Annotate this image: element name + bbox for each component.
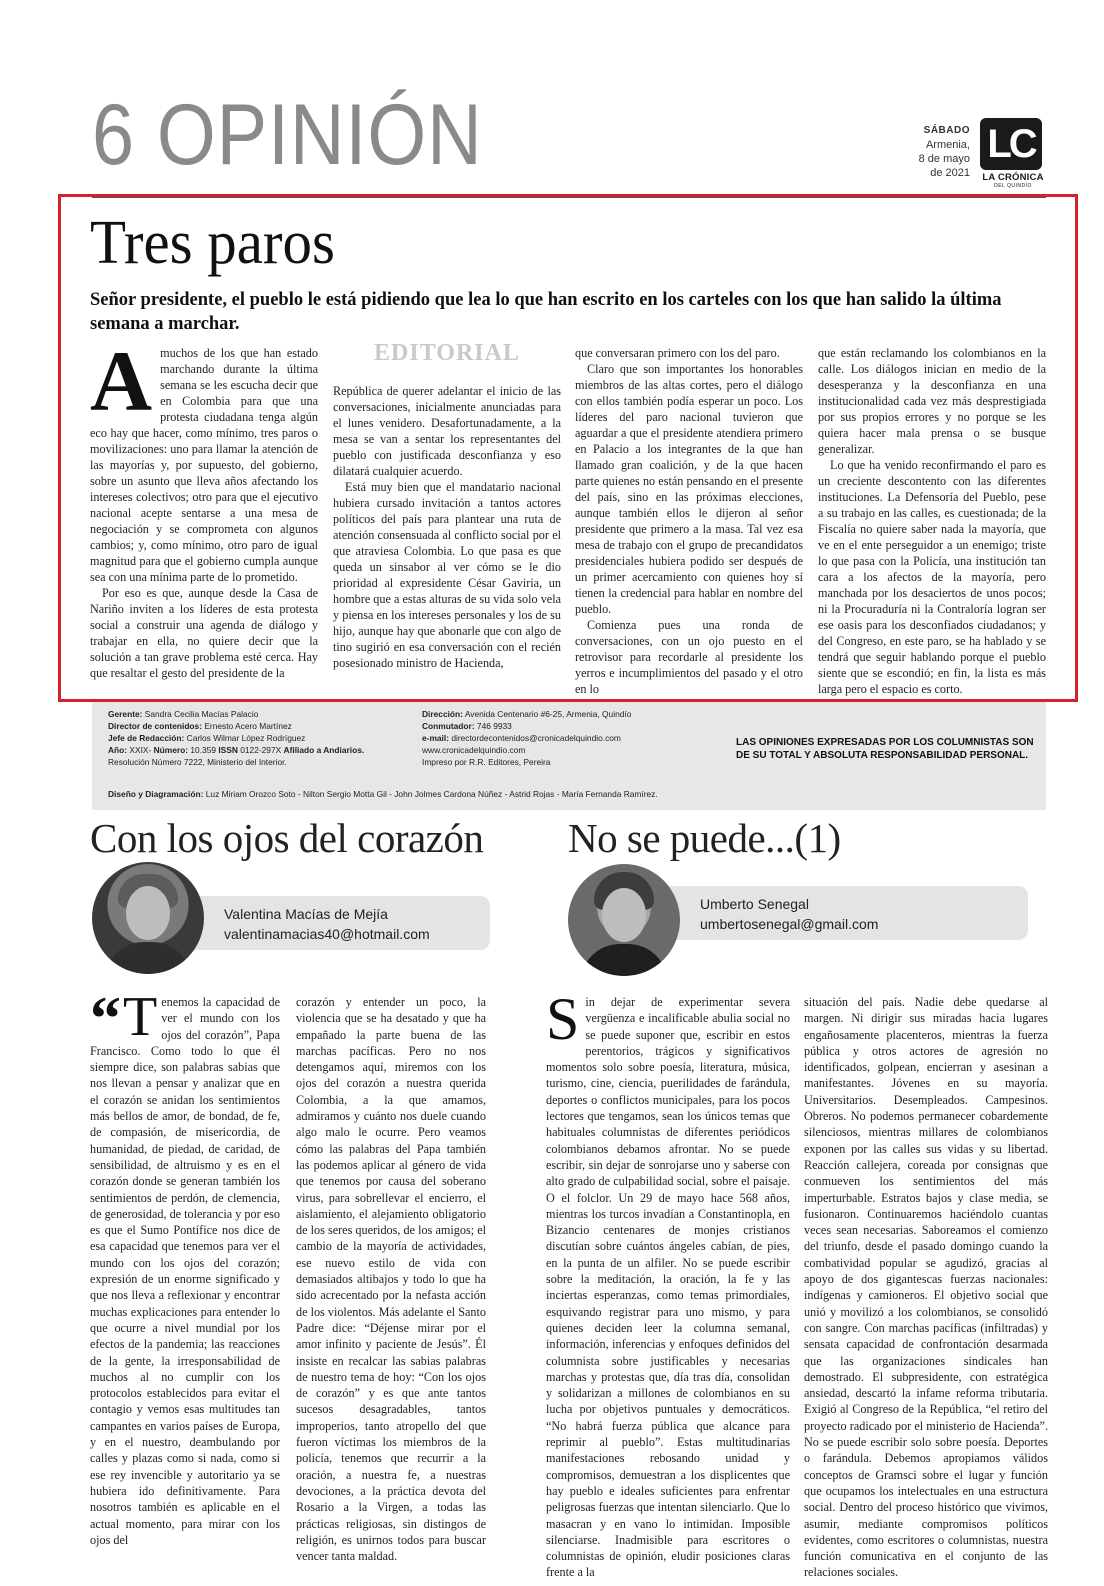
issn-value: 0122-297X [240, 745, 282, 755]
column-right-email[interactable]: umbertosenegal@gmail.com [700, 916, 879, 932]
column-left-text-1 [90, 985, 280, 1548]
editorial-text: muchos de los que han estado marchando durante la última semana se les escucha decir que en Colombia para que una protesta ciudadana tenga algún eco hay que hacer, como mínimo, tres paros o movilizaciones: uno para llamar la atención de las mayorías y, por supuesto, del gobierno, sobre un asunto que lleva años afectando los intereses colectivos; otro para que el ejecutivo nacional acepte sentarse a una mesa de negociación y se comprometa con algunos cambios; y, como mínimo, otro paro de igual magnitud para que el gobierno cumpla aunque sea con una mínima parte de lo prometido. [90, 346, 318, 584]
editorial-paragraph: Claro que son importantes los honorables miembros de las altas cortes, pero el diálogo con ellos también podía esperar un poco. Los líderes del paro nacional tuvieron que aguardar a que el presidente atendiera primero en Palacio a los integrantes de la que han llamado gran coalición, y de la que hacen parte quienes no están pensando en el presente del país, sino en las próximas elecciones, aunque también ellos le dijeron al señor presidente que primero a la masa. Tal vez esa mesa de trabajo con el grupo de precandidatos presidenciales hubiera podido ser después de un primer acercamiento con quienes hoy sí tienen la credencial para hablar en nombre del pueblo. [575, 362, 803, 616]
editorial-paragraph: Comienza pues una ronda de conversaciones, con un ojo puesto en el retrovisor para recordarle al presidente los yerros e incumplimientos del pasado y el otro en lo [575, 618, 803, 696]
impreso-text: Impreso por R.R. Editores, Pereira [422, 757, 551, 767]
diseno-names: Luz Miriam Orozco Soto - Nilton Sergio Motta Gil - John Jolmes Cardona Núñez - Astrid Rojas - María Fernanda Ramírez. [205, 789, 658, 799]
editorial-column-4 [818, 345, 1046, 697]
photo-body [104, 942, 192, 974]
photo-face [602, 888, 646, 942]
logo-subtitle: DEL QUINDÍO [994, 183, 1032, 189]
editorial-paragraph [90, 333, 318, 585]
dateline-city: Armenia, [925, 139, 970, 151]
direccion-label: Dirección: [422, 709, 463, 719]
editorial-column-3 [575, 345, 803, 697]
numero-label: Número: [153, 745, 189, 755]
anio-value: XXIX- [129, 745, 152, 755]
director-label: Director de contenidos: [108, 721, 202, 731]
editorial-paragraph: que están reclamando los colombianos en la calle. Los diálogos inician en medio de la desesperanza y la desconfianza en una institucionalidad cada vez más desprestigiada por sus propios errores y no porque se les quiera hacer mala prensa o se busque generalizar. [818, 346, 1046, 456]
column-left-text-2 [296, 994, 486, 1564]
column-right-author: Umberto Senegal [700, 896, 809, 912]
column-right-author-bar [626, 886, 1028, 940]
gerente-label: Gerente: [108, 709, 143, 719]
director-name: Ernesto Acero Martínez [204, 721, 292, 731]
dateline-date2: de 2021 [930, 167, 970, 179]
anio-label: Año: [108, 745, 128, 755]
dateline-day: SÁBADO [923, 125, 970, 136]
jefe-name: Carlos Wilmar López Rodríguez [186, 733, 306, 743]
photo-face [126, 886, 170, 940]
editorial-title: Tres paros [90, 209, 335, 277]
gerente-name: Sandra Cecilia Macías Palacio [144, 709, 259, 719]
quote-mark: “ [90, 985, 121, 1053]
column-right-author-photo [568, 864, 680, 976]
masthead-contact [422, 708, 722, 768]
column-left-text: enemos la capacidad de ver el mundo con los ojos del corazón”, Papa Francisco. Como todo lo que él siempre dice, son palabras sabias que nos llevan a pensar y analizar que en el corazón se anidan los sentimientos más bellos de amor, de bondad, de fe, de compasión, de misericordia, de humanidad, de piedad, de caridad, de sensibilidad, de altruismo y es en el corazón donde se generan también los sentimientos de perdón, de clemencia, de generosidad, de tolerancia y por eso es que el Sumo Pontífice nos dice de esa capacidad que tenemos para ver el mundo con los ojos del corazón; expresión de un enorme significado y que nos lleva a reflexionar y encontrar muchas explicaciones para entender lo que ocurre a nivel mundial por los efectos de la pandemia; las reacciones de la gente, la irresponsabilidad de muchos al no cumplir con los protocolos establecidos para evitar el contagio y vemos esas multitudes tan campantes en varios países de Europa, y en el nuestro, deambulando por calles y plazas como si nada, como si ese rey invencible y autoritario ya se hubiera ido definitivamente. Para nosotros también es aplicable en el actual momento, para mirar con los ojos del [90, 995, 280, 1547]
section-title: 6 OPINIÓN [92, 87, 483, 183]
dateline [896, 124, 970, 180]
direccion-value: Avenida Centenario #6-25, Armenia, Quindío [464, 709, 632, 719]
logo-name: LA CRÓNICA [982, 172, 1044, 183]
resolucion-text: Resolución Número 7222, Ministerio del Interior. [108, 757, 287, 767]
column-left-paragraph: corazón y entender un poco, la violencia que se ha desatado y que ha empañado la parte buena de las marchas pacíficas. Pero no nos detengamos aquí, miremos con los ojos del corazón a nuestra querida Colombia, a la que amamos, admiramos y cuánto nos duele cuando algo malo le ocurre. Pero veamos cómo las palabras del Papa también las podemos aplicar al género de vida que tenemos por causa del soberano virus, para sobrellevar el encierro, el aislamiento, el alejamiento obligatorio de los seres queridos, de los amigos; el cambio de la mayoría de actividades, ese nuevo estilo de vida con demasiados altibajos y todo lo que ha sido acrecentado por la nefasta acción de los violentos. Más adelante el Santo Padre dice: “Déjense mirar por el amor infinito y paciente de Jesús”. Él insiste en recalcar las sabias palabras de nuestro tema de hoy: “Con los ojos de corazón” y es que ante tantos sucesos desagradables, tantos improperios, tanto atropello del que fueron víctimas los miembros de la policía, tenemos que recurrir a la oración, a nuestra fe, a nuestras devociones, a la práctica devota del Rosario a la Virgen, a todas las prácticas religiosas, sin distingos de religión, es unirnos todos para buscar vencer tanta maldad. [296, 995, 486, 1564]
email-link[interactable]: directordecontenidos@cronicadelquindio.com [451, 733, 621, 743]
conmutador-value: 746 9933 [476, 721, 512, 731]
photo-body [580, 944, 668, 976]
editorial-paragraph: Lo que ha venido reconfirmando el paro es un creciente descontento con las diferentes instituciones. La Defensoría del Pueblo, pese a su trabajo en las calles, es cuestionada; de la Fiscalía no quiere saber nada la mayoría, que ve en el ente perseguidor a un enemigo; triste lo que pasa con la Policía, una institución tan cara a los afectos de la mayoría, pero manchada por los desaciertos de unos pocos; ni la Procuraduría ni la Contraloría logran ser ese oasis para los desconfiados ciudadanos; y del Congreso, en este paro, se ha hablado y se tendrá que seguir hablando porque el pueblo siente que se escondió; en fin, la lista es más larga pero el espacio es corto. [818, 458, 1046, 696]
column-right-dropcap: S [546, 986, 580, 1052]
masthead-box [92, 702, 1046, 810]
masthead-staff [108, 708, 408, 768]
responsibility-notice: LAS OPINIONES EXPRESADAS POR LOS COLUMNISTAS SON DE SU TOTAL Y ABSOLUTA RESPONSABILIDAD PERSONAL. [736, 737, 1034, 761]
editorial-lead: Señor presidente, el pueblo le está pidiendo que lea lo que han escrito en los carteles con los que han salido la última semana a marchar. [90, 290, 1002, 334]
column-left-email[interactable]: valentinamacias40@hotmail.com [224, 926, 430, 942]
column-right-paragraph [546, 986, 790, 1581]
editorial-column-2 [333, 340, 561, 671]
column-left-title: Con los ojos del corazón [90, 815, 484, 861]
issn-label: ISSN [218, 745, 238, 755]
design-credits [108, 788, 1008, 800]
column-left-author-photo [92, 862, 204, 974]
website-link[interactable]: www.cronicadelquindio.com [422, 745, 526, 755]
column-left-author: Valentina Macías de Mejía [224, 906, 388, 922]
dateline-date1: 8 de mayo [918, 153, 970, 165]
editorial-paragraph: República de querer adelantar el inicio de las conversaciones, inicialmente anunciadas para el lunes venidero. Desafortunadamente, a la mesa se van a sentar los representantes del pueblo con justificada desconfianza y eso dilatará cualquier acuerdo. [333, 384, 561, 478]
jefe-label: Jefe de Redacción: [108, 733, 185, 743]
column-right-text-1 [546, 986, 790, 1581]
newspaper-logo [980, 118, 1046, 189]
editorial-label: EDITORIAL [374, 340, 520, 366]
editorial-paragraph: que conversaran primero con los del paro. [575, 346, 780, 360]
column-right-paragraph: situación del país. Nadie debe quedarse al margen. Ni dirigir sus miradas hacia lugares engañosamente placenteros, mientras la fuerza pública y otros actores de agresión no identificados, golpean, encierran y asesinan a manifestantes. Jóvenes en su mayoría. Universitarios. Desempleados. Campesinos. Obreros. No podemos permanecer cobardemente silenciosos, mientras millares de colombianos exponen por las calles sus vidas y su libertad. Reacción callejera, coreada por consignas que conmueven los sentimientos del más imperturbable. Estratos bajos y clase media, se fusionaron. Continuaremos haciéndolo cuantas veces sean necesarias. Saboreamos el comienzo del triunfo, desde el pasado domingo cuando la combatividad popular se agudizó, gracias al apoyo de dos gigantescas fuerzas nacionales: indígenas y camioneros. El objetivo social que unió y movilizó a los colombianos, se consolidó con sangre. Con marchas pacíficas (infiltradas) y sensata capacidad de confrontación desarmada que las organizaciones sindicales han demostrado. El subpresidente, con estratégica ansiedad, descartó la infame reforma tributaria. Exigió al Congreso de la República, “el retiro del proyecto radicado por el ministerio de Hacienda”. No se puede escribir solo sobre poesía. Deportes o farándula. Debemos apropiamos válidos conceptos de Gramsci sobre el lugar y función que ocupamos los intelectuales en una estructura social. Dentro del proceso histórico que vivimos, asumir, mediante compromisos políticos evidentes, como escritores o columnistas, nuestra función comunicativa en el conjunto de las relaciones sociales. [804, 995, 1048, 1580]
editorial-paragraph: Por eso es que, aunque desde la Casa de Nariño inviten a los líderes de esta protesta social a construir una agenda de diálogo y trabajar en ella, no quiere decir que la solución a tan grave problema esté cerca. Hay que resaltar el gesto del presidente de la [90, 586, 318, 680]
column-right-text-2 [804, 994, 1048, 1581]
numero-value: 10.359 [190, 745, 216, 755]
conmutador-label: Conmutador: [422, 721, 475, 731]
editorial-column-1 [90, 333, 318, 681]
column-right-text: in dejar de experimentar severa vergüenza e incalificable abulia social no se puede suponer que, escribir en estos perentorios, trágicos y significativos momentos solo sobre poesía, literatura, música, turismo, cine, ciencia, puerilidades de farándula, deportes o conflictos municipales, para los pocos lectores que tengamos, sean los únicos temas que habituales columnistas de diferentes periódicos colombianos debamos afrontar. No se puede escribir, sin dejar de sonrojarse uno y saberse con alto grado de culpabilidad social, sobre el paisaje. O el folclor. Un 29 de mayo hace 568 años, mientras los turcos invadían a Constantinopla, en Bizancio centenares de monjes cristianos discutían sobre cuántos ángeles cabían, de pies, en la punta de un alfiler. No se puede escribir sobre la meditación, la oración, la fe y las inciertas esperanzas, como temas primordiales, esquivando registrar para uno mismo, y para quienes deciden leer la columna semanal, información, inferencias y enfoques definidos del columnista sobre justificables y necesarias marchas y protestas que, día tras día, consolidan y solidarizan a millones de colombianos en su lucha por objetivos puntuales y democráticos. “No habrá fuerza pública que alcance para reprimir al pueblo”. Estas multitudinarias manifestaciones rebosando unidad y compromisos, demuestran a los displicentes que hay pueblo e ideales suficientes para enfrentar peligrosas fuerzas que intentan silenciarlo. Que lo masacran y en vano lo intimidan. Imposible silenciarse. Inadmisible para escritores o columnistas de opinión, eludir posiciones claras frente a la [546, 995, 790, 1580]
column-left-dropcap: T [123, 986, 158, 1048]
afiliado-text: Afiliado a Andiarios. [283, 745, 365, 755]
logo-letters: LC [980, 118, 1042, 170]
diseno-label: Diseño y Diagramación: [108, 789, 204, 799]
editorial-dropcap: A [90, 333, 153, 429]
editorial-paragraph: Está muy bien que el mandatario nacional hubiera cursado invitación a tantos actores políticos del país para plantear una ruta de atención consensuada al conflicto social por el que atraviesa Colombia. Lo que pasa es que queda un sinsabor al ver cómo se le dio prioridad al expresidente César Gaviria, un hombre que a estas alturas de su vida solo vela y piensa en los intereses personales y los de su hijo, aunque hay que abonarle que con algo de tino sugirió en esa conversación con el recién posesionado ministro de Hacienda, [333, 480, 561, 670]
column-left-paragraph [90, 985, 280, 1548]
column-right-title: No se puede...(1) [568, 815, 841, 861]
email-label: e-mail: [422, 733, 449, 743]
